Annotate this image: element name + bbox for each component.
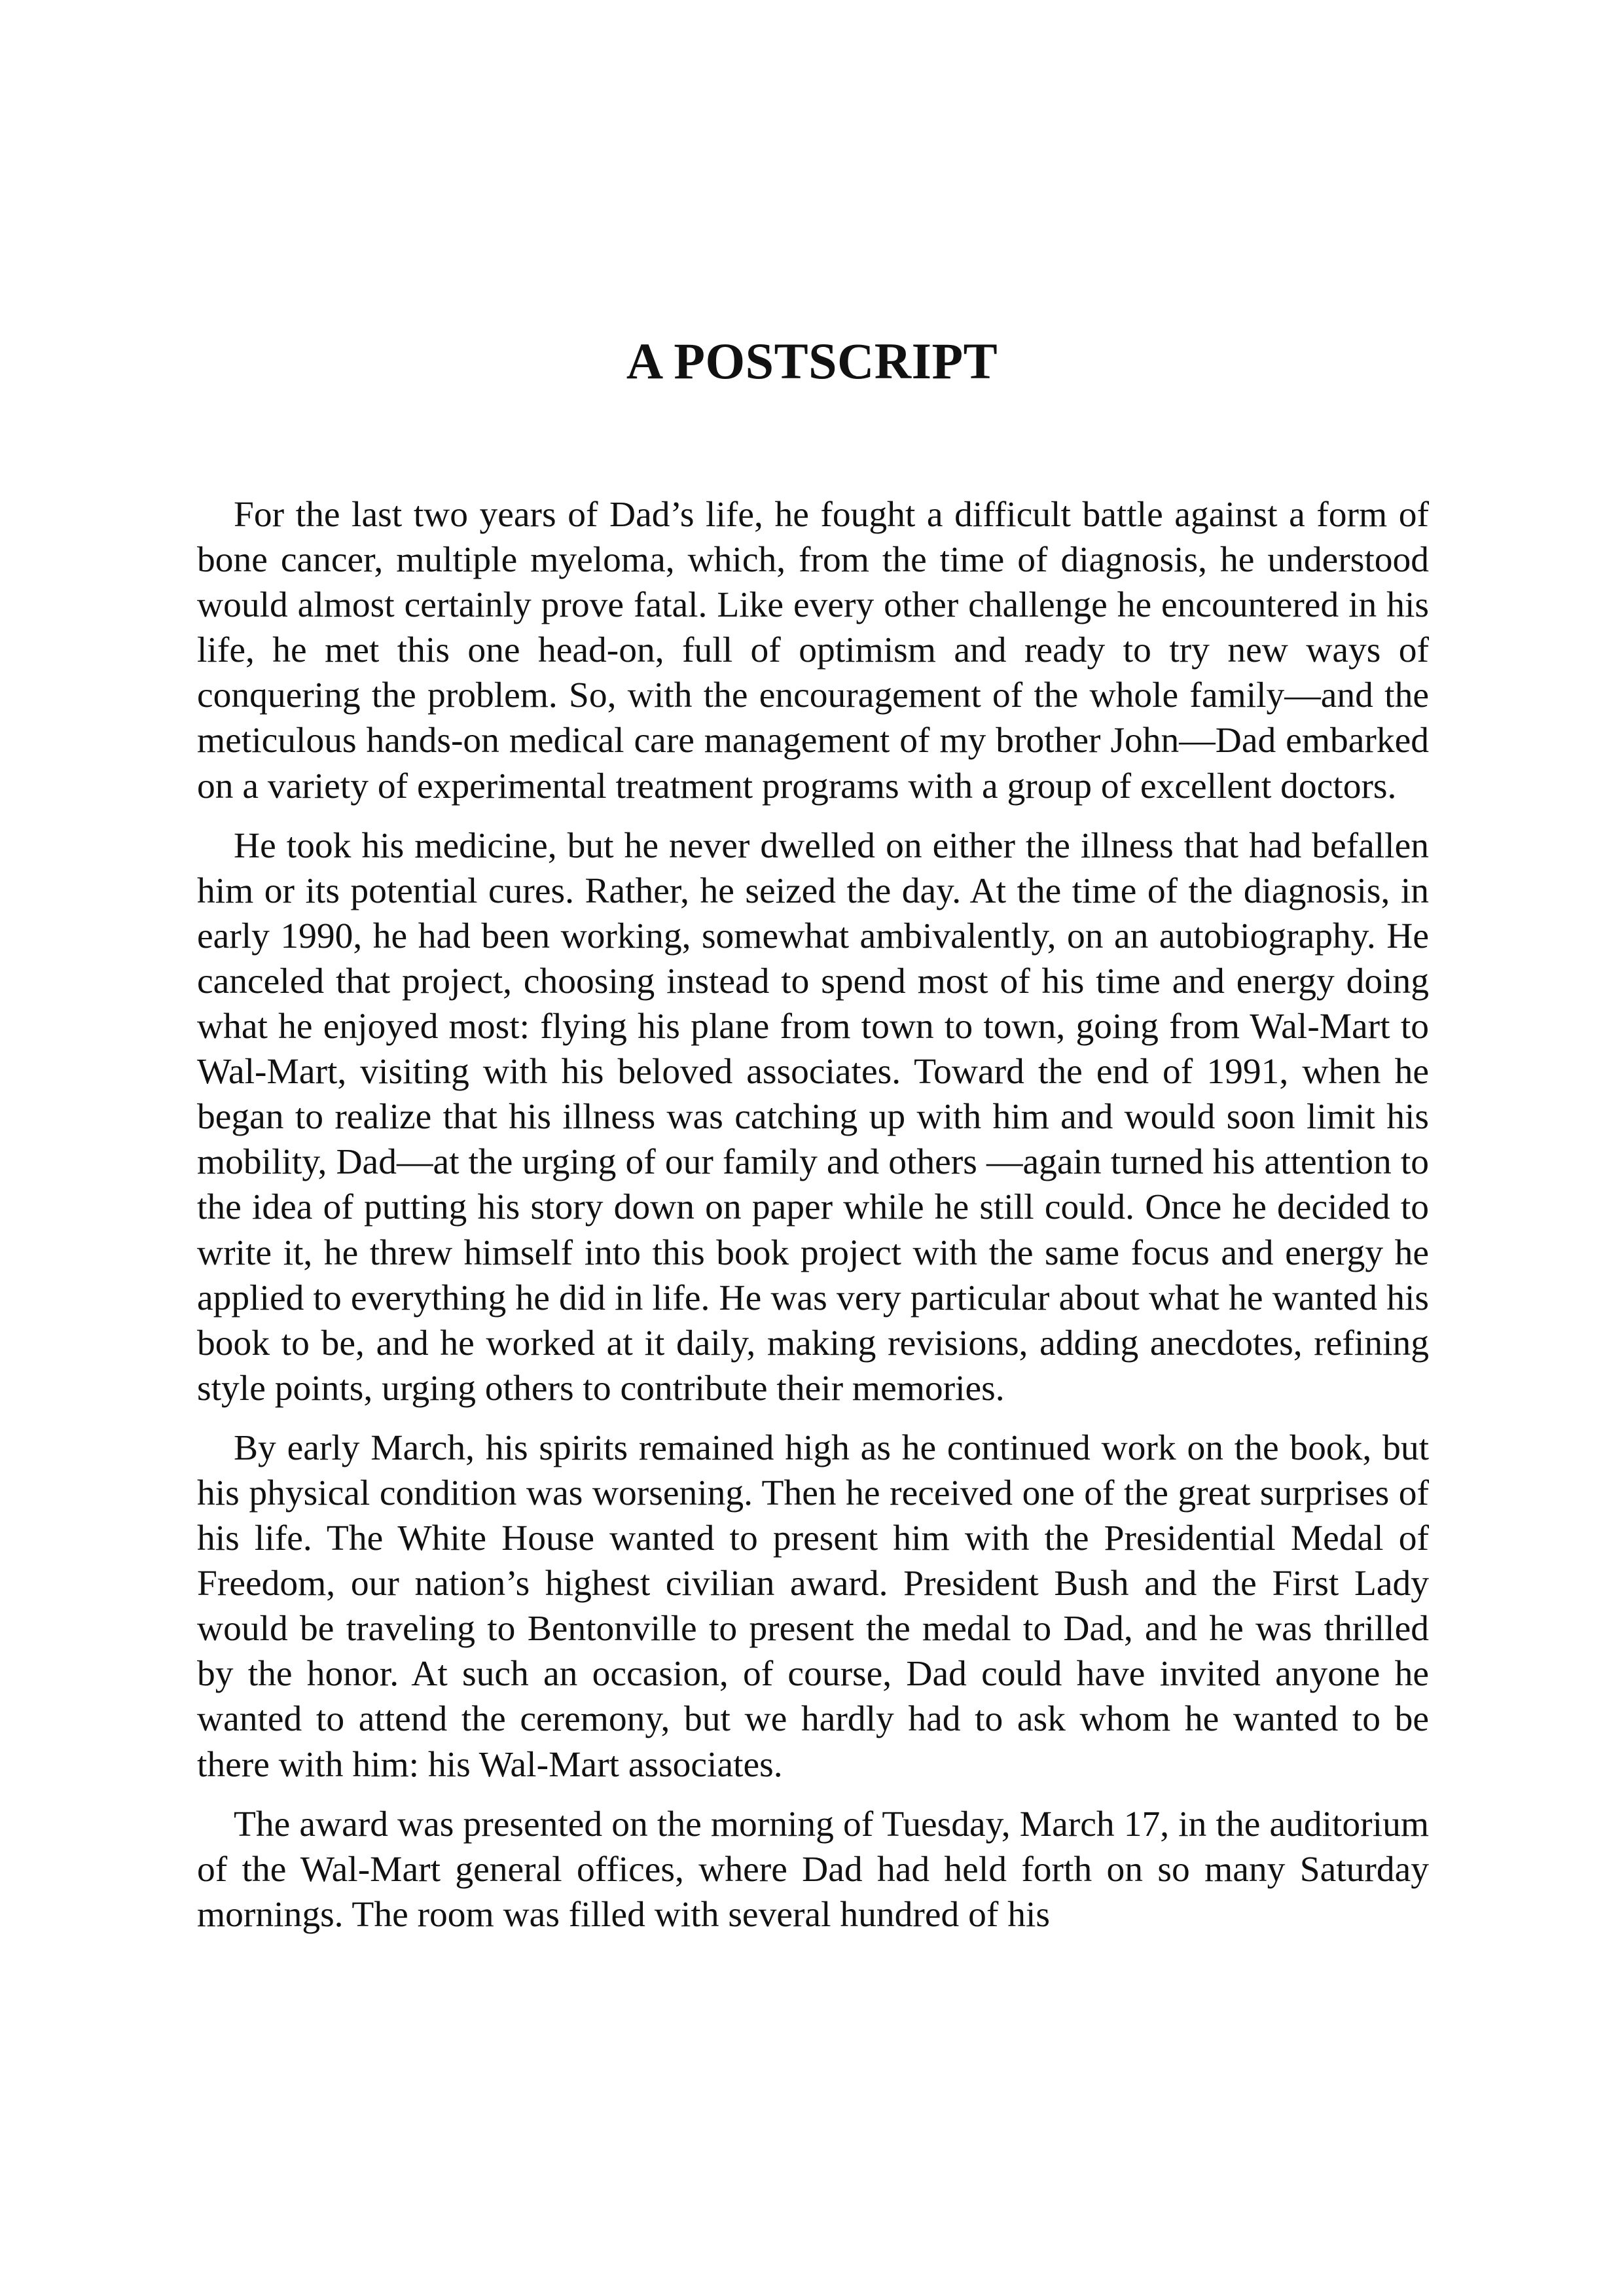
paragraph-3: By early March, his spirits remained high as he continued work on the book, but his physical condition was worsening. Then he received one of the great surprises of his life. The White House wanted to present him with the Presidential Medal of Freedom, our nation’s highest civilian award. President Bush and the First Lady would be traveling to Bentonville to present the medal to Dad, and he was thrilled by the honor. At such an occasion, of course, Dad could have invited anyone he wanted to attend the ceremony, but we hardly had to ask whom he wanted to be there with him: his Wal-Mart associates. — [197, 1427, 1429, 1785]
paragraph-4: The award was presented on the morning of Tuesday, March 17, in the auditorium of the Wal-Mart general offices, where Dad had held forth on so many Saturday mornings. The room was filled with several hundred of his — [197, 1804, 1429, 1935]
body-text — [197, 492, 1429, 1952]
chapter-title: A POSTSCRIPT — [626, 332, 998, 389]
paragraph-1: For the last two years of Dad’s life, he fought a difficult battle against a form of bone cancer, multiple myeloma, which, from the time of diagnosis, he understood would almost certainly prove fatal. Like every other challenge he encountered in his life, he met this one head-on, full of optimism and ready to try new ways of conquering the problem. So, with the encouragement of the whole family—and the meticulous hands-on medical care management of my brother John—Dad embarked on a variety of experimental treatment programs with a group of excellent doctors. — [197, 495, 1429, 806]
paragraph-2: He took his medicine, but he never dwelled on either the illness that had befallen him or its potential cures. Rather, he seized the day. At the time of the diagnosis, in early 1990, he had been working, somewhat ambivalently, on an autobiography. He canceled that project, choosing instead to spend most of his time and energy doing what he enjoyed most: flying his plane from town to town, going from Wal-Mart to Wal-Mart, visiting with his beloved associates. Toward the end of 1991, when he began to realize that his illness was catching up with him and would soon limit his mobility, Dad—at the urging of our family and others —again turned his attention to the idea of putting his story down on paper while he still could. Once he decided to write it, he threw himself into this book project with the same focus and energy he applied to everything he did in life. He was very particular about what he wanted his book to be, and he worked at it daily, making revisions, adding anecdotes, refining style points, urging others to contribute their memories. — [197, 825, 1429, 1408]
